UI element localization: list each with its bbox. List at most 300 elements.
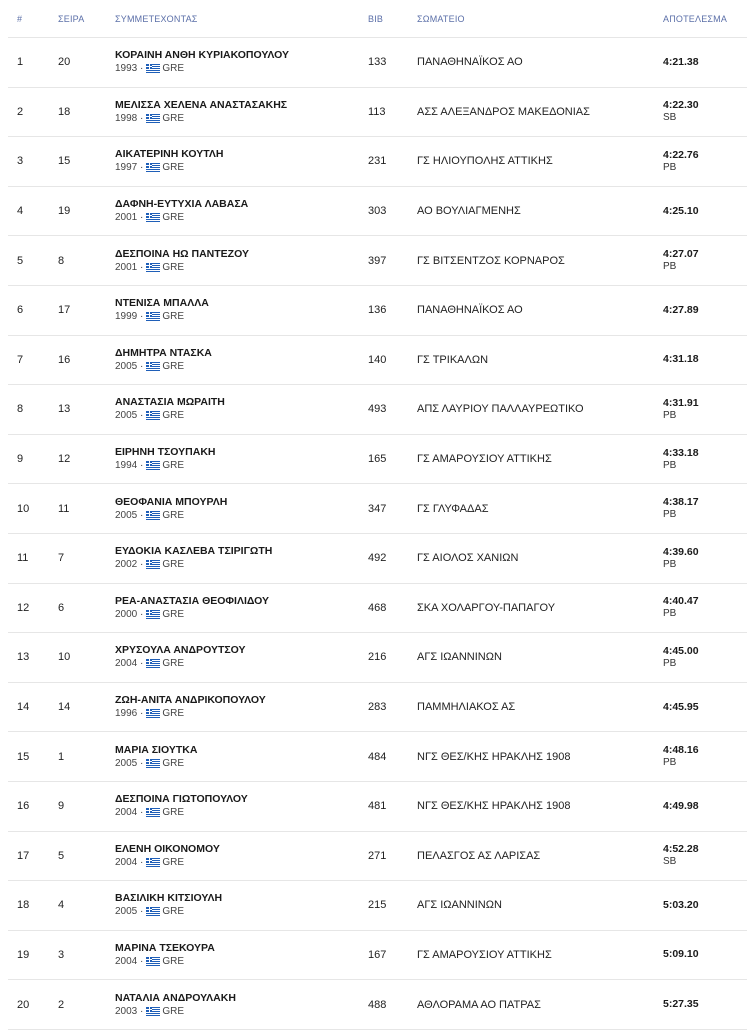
header-bib: BIB	[368, 13, 384, 24]
result-time: 4:48.16	[663, 744, 699, 757]
lane-cell: 1	[58, 750, 65, 763]
table-row[interactable]	[8, 633, 747, 683]
lane-cell: 11	[58, 502, 70, 515]
result-time: 4:27.07	[663, 248, 699, 261]
result-cell	[663, 353, 747, 366]
table-row[interactable]	[8, 732, 747, 782]
athlete-cell	[115, 694, 368, 720]
birth-year: 2004	[115, 955, 138, 967]
greece-flag-icon	[146, 362, 160, 371]
club-cell: ΑΠΣ ΛΑΥΡΙΟΥ ΠΑΛΛΑΥΡΕΩΤΙΚΟ	[417, 403, 584, 416]
rank-cell: 16	[17, 800, 30, 813]
athlete-cell	[115, 793, 368, 819]
result-cell	[663, 546, 747, 571]
result-time: 4:38.17	[663, 496, 699, 509]
result-cell	[663, 149, 747, 174]
birth-year: 1998	[115, 112, 138, 124]
birth-year: 2001	[115, 261, 138, 273]
lane-cell: 4	[58, 899, 65, 912]
table-row[interactable]	[8, 286, 747, 336]
athlete-cell	[115, 595, 368, 621]
athlete-cell	[115, 545, 368, 571]
result-time: 4:22.76	[663, 148, 699, 161]
greece-flag-icon	[146, 114, 160, 123]
club-cell: ΝΓΣ ΘΕΣ/ΚΗΣ ΗΡΑΚΛΗΣ 1908	[417, 750, 571, 763]
greece-flag-icon	[146, 610, 160, 619]
meta-separator: ·	[137, 658, 144, 670]
lane-cell: 5	[58, 849, 65, 862]
greece-flag-icon	[146, 1007, 160, 1016]
lane-cell: 16	[58, 353, 71, 366]
meta-separator: ·	[137, 360, 144, 372]
birth-year: 1999	[115, 311, 138, 323]
athlete-cell	[115, 644, 368, 670]
athlete-name[interactable]: ΕΙΡΗΝΗ ΤΣΟΥΠΑΚΗ	[115, 446, 216, 459]
greece-flag-icon	[146, 263, 160, 272]
club-cell: ΑΓΣ ΙΩΑΝΝΙΝΩΝ	[417, 651, 502, 664]
athlete-name[interactable]: ΘΕΟΦΑΝΙΑ ΜΠΟΥΡΛΗ	[115, 495, 228, 508]
athlete-name[interactable]: ΔΕΣΠΟΙΝΑ ΗΩ ΠΑΝΤΕΖΟΥ	[115, 247, 249, 260]
meta-separator: ·	[137, 212, 144, 224]
lane-cell: 13	[58, 403, 71, 416]
rank-cell: 15	[17, 750, 30, 763]
club-cell: ΑΘΛΟΡΑΜΑ ΑΟ ΠΑΤΡΑΣ	[417, 998, 541, 1011]
result-cell	[663, 899, 747, 912]
result-time: 4:25.10	[663, 204, 699, 217]
birth-year: 2004	[115, 658, 138, 670]
table-row[interactable]	[8, 683, 747, 733]
bib-cell: 484	[368, 750, 387, 763]
greece-flag-icon	[146, 511, 160, 520]
table-header	[8, 0, 747, 38]
country-code: GRE	[162, 63, 185, 75]
athlete-meta	[115, 161, 368, 174]
greece-flag-icon	[146, 759, 160, 768]
result-time: 4:21.38	[663, 55, 699, 68]
bib-cell: 488	[368, 998, 387, 1011]
athlete-cell	[115, 843, 368, 869]
athlete-cell	[115, 942, 368, 968]
header-result: ΑΠΟΤΕΛΕΣΜΑ	[663, 13, 728, 24]
athlete-meta	[115, 62, 368, 75]
table-body	[8, 38, 747, 1030]
meta-separator: ·	[137, 509, 144, 521]
meta-separator: ·	[137, 162, 144, 174]
greece-flag-icon	[146, 957, 160, 966]
athlete-meta	[115, 856, 368, 869]
rank-cell: 14	[17, 701, 30, 714]
rank-cell: 12	[17, 601, 30, 614]
birth-year: 2002	[115, 559, 138, 571]
lane-cell: 9	[58, 800, 65, 813]
result-cell	[663, 701, 747, 714]
bib-cell: 140	[368, 353, 387, 366]
lane-cell: 7	[58, 552, 65, 565]
result-note: PB	[663, 459, 677, 471]
athlete-meta	[115, 211, 368, 224]
club-cell: ΓΣ ΗΛΙΟΥΠΟΛΗΣ ΑΤΤΙΚΗΣ	[417, 155, 553, 168]
bib-cell: 215	[368, 899, 387, 912]
rank-cell: 2	[17, 105, 24, 118]
club-cell: ΠΑΜΜΗΛΙΑΚΟΣ ΑΣ	[417, 701, 516, 714]
greece-flag-icon	[146, 858, 160, 867]
result-time: 4:33.18	[663, 446, 699, 459]
result-cell	[663, 645, 747, 670]
bib-cell: 493	[368, 403, 387, 416]
meta-separator: ·	[137, 856, 144, 868]
meta-separator: ·	[137, 757, 144, 769]
table-row[interactable]	[8, 484, 747, 534]
result-cell	[663, 304, 747, 317]
athlete-cell	[115, 99, 368, 125]
lane-cell: 12	[58, 453, 71, 466]
rank-cell: 20	[17, 998, 30, 1011]
result-cell	[663, 99, 747, 124]
birth-year: 2005	[115, 410, 138, 422]
lane-cell: 17	[58, 304, 71, 317]
result-time: 4:31.91	[663, 396, 699, 409]
birth-year: 1997	[115, 162, 138, 174]
athlete-meta	[115, 657, 368, 670]
result-note: SB	[663, 856, 677, 868]
table-row[interactable]	[8, 931, 747, 981]
meta-separator: ·	[137, 460, 144, 472]
bib-cell: 167	[368, 948, 387, 961]
birth-year: 2004	[115, 856, 138, 868]
rank-cell: 3	[17, 155, 24, 168]
club-cell: ΓΣ ΓΛΥΦΑΔΑΣ	[417, 502, 489, 515]
athlete-cell	[115, 992, 368, 1018]
birth-year: 1993	[115, 63, 138, 75]
header-lane: ΣΕΙΡΑ	[58, 13, 85, 24]
lane-cell: 20	[58, 56, 71, 69]
result-note: PB	[663, 409, 677, 421]
result-time: 4:45.95	[663, 700, 699, 713]
result-cell	[663, 205, 747, 218]
lane-cell: 15	[58, 155, 71, 168]
result-time: 4:52.28	[663, 843, 699, 856]
lane-cell: 6	[58, 601, 65, 614]
bib-cell: 136	[368, 304, 387, 317]
greece-flag-icon	[146, 312, 160, 321]
result-time: 4:27.89	[663, 303, 699, 316]
result-cell	[663, 447, 747, 472]
bib-cell: 271	[368, 849, 387, 862]
result-note: PB	[663, 558, 677, 570]
rank-cell: 13	[17, 651, 30, 664]
country-code: GRE	[162, 807, 185, 819]
athlete-name[interactable]: ΒΑΣΙΛΙΚΗ ΚΙΤΣΙΟΥΛΗ	[115, 892, 223, 905]
athlete-name[interactable]: ΧΡΥΣΟΥΛΑ ΑΝΔΡΟΥΤΣΟΥ	[115, 644, 246, 657]
bib-cell: 397	[368, 254, 387, 267]
athlete-meta	[115, 806, 368, 819]
athlete-meta	[115, 310, 368, 323]
result-cell	[663, 948, 747, 961]
club-cell: ΓΣ ΤΡΙΚΑΛΩΝ	[417, 353, 489, 366]
lane-cell: 19	[58, 205, 71, 218]
athlete-name[interactable]: ΚΟΡΑΙΝΗ ΑΝΘΗ ΚΥΡΙΑΚΟΠΟΥΛΟΥ	[115, 49, 289, 62]
birth-year: 2000	[115, 608, 138, 620]
rank-cell: 8	[17, 403, 24, 416]
bib-cell: 347	[368, 502, 387, 515]
result-note: PB	[663, 657, 677, 669]
country-code: GRE	[162, 261, 185, 273]
table-row[interactable]	[8, 534, 747, 584]
rank-cell: 6	[17, 304, 24, 317]
rank-cell: 7	[17, 353, 24, 366]
athlete-name[interactable]: ΜΑΡΙΝΑ ΤΣΕΚΟΥΡΑ	[115, 941, 215, 954]
country-code: GRE	[162, 360, 185, 372]
athlete-cell	[115, 347, 368, 373]
country-code: GRE	[162, 460, 185, 472]
rank-cell: 17	[17, 849, 30, 862]
athlete-name[interactable]: ΔΑΦΝΗ-ΕΥΤΥΧΙΑ ΛΑΒΑΣΑ	[115, 198, 249, 211]
table-row[interactable]	[8, 435, 747, 485]
athlete-meta	[115, 261, 368, 274]
birth-year: 2003	[115, 1005, 138, 1017]
athlete-meta	[115, 112, 368, 125]
bib-cell: 165	[368, 453, 387, 466]
lane-cell: 3	[58, 948, 65, 961]
greece-flag-icon	[146, 560, 160, 569]
country-code: GRE	[162, 410, 185, 422]
club-cell: ΠΑΝΑΘΗΝΑΪΚΟΣ ΑΟ	[417, 304, 523, 317]
athlete-meta	[115, 409, 368, 422]
bib-cell: 133	[368, 56, 387, 69]
table-row[interactable]	[8, 187, 747, 237]
club-cell: ΓΣ ΑΜΑΡΟΥΣΙΟΥ ΑΤΤΙΚΗΣ	[417, 453, 552, 466]
meta-separator: ·	[137, 1005, 144, 1017]
country-code: GRE	[162, 112, 185, 124]
country-code: GRE	[162, 906, 185, 918]
table-row[interactable]	[8, 782, 747, 832]
lane-cell: 10	[58, 651, 71, 664]
rank-cell: 9	[17, 453, 24, 466]
meta-separator: ·	[137, 559, 144, 571]
rank-cell: 18	[17, 899, 30, 912]
club-cell: ΠΑΝΑΘΗΝΑΪΚΟΣ ΑΟ	[417, 56, 523, 69]
club-cell: ΓΣ ΒΙΤΣΕΝΤΖΟΣ ΚΟΡΝΑΡΟΣ	[417, 254, 565, 267]
greece-flag-icon	[146, 213, 160, 222]
result-cell	[663, 595, 747, 620]
birth-year: 2001	[115, 212, 138, 224]
lane-cell: 2	[58, 998, 65, 1011]
athlete-meta	[115, 757, 368, 770]
country-code: GRE	[162, 708, 185, 720]
meta-separator: ·	[137, 112, 144, 124]
table-row[interactable]	[8, 832, 747, 882]
rank-cell: 10	[17, 502, 30, 515]
athlete-cell	[115, 446, 368, 472]
rank-cell: 4	[17, 205, 24, 218]
meta-separator: ·	[137, 63, 144, 75]
greece-flag-icon	[146, 808, 160, 817]
result-cell	[663, 496, 747, 521]
athlete-name[interactable]: ΕΛΕΝΗ ΟΙΚΟΝΟΜΟΥ	[115, 842, 220, 855]
result-time: 5:09.10	[663, 948, 699, 961]
birth-year: 1994	[115, 460, 138, 472]
athlete-name[interactable]: ΝΑΤΑΛΙΑ ΑΝΔΡΟΥΛΑΚΗ	[115, 991, 236, 1004]
results-table	[8, 0, 747, 1030]
meta-separator: ·	[137, 955, 144, 967]
header-athlete: ΣΥΜΜΕΤΕΧΟΝΤΑΣ	[115, 13, 198, 24]
result-cell	[663, 397, 747, 422]
club-cell: ΑΣΣ ΑΛΕΞΑΝΔΡΟΣ ΜΑΚΕΔΟΝΙΑΣ	[417, 105, 590, 118]
athlete-meta	[115, 955, 368, 968]
country-code: GRE	[162, 559, 185, 571]
athlete-name[interactable]: ΑΝΑΣΤΑΣΙΑ ΜΩΡΑΙΤΗ	[115, 396, 225, 409]
table-row[interactable]	[8, 385, 747, 435]
athlete-cell	[115, 49, 368, 75]
athlete-cell	[115, 396, 368, 422]
result-note: SB	[663, 112, 677, 124]
rank-cell: 1	[17, 56, 24, 69]
table-row[interactable]	[8, 137, 747, 187]
club-cell: ΑΓΣ ΙΩΑΝΝΙΝΩΝ	[417, 899, 502, 912]
lane-cell: 14	[58, 701, 71, 714]
rank-cell: 11	[17, 552, 29, 565]
country-code: GRE	[162, 955, 185, 967]
birth-year: 2005	[115, 757, 138, 769]
meta-separator: ·	[137, 311, 144, 323]
country-code: GRE	[162, 162, 185, 174]
athlete-name[interactable]: ΡΕΑ-ΑΝΑΣΤΑΣΙΑ ΘΕΟΦΙΛΙΔΟΥ	[115, 594, 270, 607]
athlete-name[interactable]: ΕΥΔΟΚΙΑ ΚΑΣΛΕΒΑ ΤΣΙΡΙΓΩΤΗ	[115, 545, 273, 558]
lane-cell: 18	[58, 105, 71, 118]
result-note: PB	[663, 161, 677, 173]
country-code: GRE	[162, 1005, 185, 1017]
country-code: GRE	[162, 658, 185, 670]
result-note: PB	[663, 509, 677, 521]
athlete-cell	[115, 248, 368, 274]
greece-flag-icon	[146, 163, 160, 172]
rank-cell: 19	[17, 948, 30, 961]
athlete-cell	[115, 198, 368, 224]
greece-flag-icon	[146, 411, 160, 420]
meta-separator: ·	[137, 807, 144, 819]
table-row[interactable]	[8, 336, 747, 386]
table-row[interactable]	[8, 38, 747, 88]
result-note: PB	[663, 608, 677, 620]
result-time: 4:31.18	[663, 353, 699, 366]
athlete-meta	[115, 1005, 368, 1018]
bib-cell: 468	[368, 601, 387, 614]
club-cell: ΣΚΑ ΧΟΛΑΡΓΟΥ-ΠΑΠΑΓΟΥ	[417, 601, 556, 614]
athlete-name[interactable]: ΔΗΜΗΤΡΑ ΝΤΑΣΚΑ	[115, 346, 212, 359]
birth-year: 2005	[115, 509, 138, 521]
athlete-meta	[115, 360, 368, 373]
athlete-meta	[115, 905, 368, 918]
athlete-name[interactable]: ΑΙΚΑΤΕΡΙΝΗ ΚΟΥΤΛΗ	[115, 148, 224, 161]
meta-separator: ·	[137, 906, 144, 918]
result-time: 5:03.20	[663, 898, 699, 911]
result-time: 5:27.35	[663, 998, 699, 1011]
bib-cell: 303	[368, 205, 387, 218]
rank-cell: 5	[17, 254, 24, 267]
club-cell: ΝΓΣ ΘΕΣ/ΚΗΣ ΗΡΑΚΛΗΣ 1908	[417, 800, 571, 813]
athlete-meta	[115, 459, 368, 472]
table-row[interactable]	[8, 236, 747, 286]
result-cell	[663, 998, 747, 1011]
header-club: ΣΩΜΑΤΕΙΟ	[417, 13, 465, 24]
birth-year: 2005	[115, 360, 138, 372]
table-row[interactable]	[8, 881, 747, 931]
result-cell	[663, 248, 747, 273]
athlete-name[interactable]: ΝΤΕΝΙΣΑ ΜΠΑΛΛΑ	[115, 297, 209, 310]
country-code: GRE	[162, 311, 185, 323]
meta-separator: ·	[137, 608, 144, 620]
result-time: 4:49.98	[663, 799, 699, 812]
birth-year: 1996	[115, 708, 138, 720]
country-code: GRE	[162, 509, 185, 521]
result-time: 4:39.60	[663, 545, 699, 558]
result-note: PB	[663, 757, 677, 769]
athlete-cell	[115, 297, 368, 323]
bib-cell: 216	[368, 651, 387, 664]
bib-cell: 481	[368, 800, 387, 813]
country-code: GRE	[162, 212, 185, 224]
greece-flag-icon	[146, 709, 160, 718]
athlete-name[interactable]: ΖΩΗ-ΑΝΙΤΑ ΑΝΔΡΙΚΟΠΟΥΛΟΥ	[115, 694, 266, 707]
club-cell: ΠΕΛΑΣΓΟΣ ΑΣ ΛΑΡΙΣΑΣ	[417, 849, 541, 862]
club-cell: ΓΣ ΑΜΑΡΟΥΣΙΟΥ ΑΤΤΙΚΗΣ	[417, 948, 552, 961]
result-cell	[663, 56, 747, 69]
club-cell: ΑΟ ΒΟΥΛΙΑΓΜΕΝΗΣ	[417, 205, 521, 218]
athlete-meta	[115, 608, 368, 621]
result-time: 4:40.47	[663, 595, 699, 608]
country-code: GRE	[162, 608, 185, 620]
greece-flag-icon	[146, 907, 160, 916]
greece-flag-icon	[146, 64, 160, 73]
table-row[interactable]	[8, 980, 747, 1030]
header-rank: #	[17, 13, 23, 24]
result-time: 4:45.00	[663, 644, 699, 657]
country-code: GRE	[162, 757, 185, 769]
bib-cell: 113	[368, 105, 386, 118]
athlete-meta	[115, 707, 368, 720]
table-row[interactable]	[8, 88, 747, 138]
club-cell: ΓΣ ΑΙΟΛΟΣ ΧΑΝΙΩΝ	[417, 552, 519, 565]
table-row[interactable]	[8, 584, 747, 634]
greece-flag-icon	[146, 461, 160, 470]
athlete-name[interactable]: ΜΑΡΙΑ ΣΙΟΥΤΚΑ	[115, 743, 198, 756]
bib-cell: 231	[368, 155, 387, 168]
athlete-cell	[115, 744, 368, 770]
birth-year: 2004	[115, 807, 138, 819]
result-cell	[663, 843, 747, 868]
athlete-meta	[115, 558, 368, 571]
country-code: GRE	[162, 856, 185, 868]
athlete-cell	[115, 496, 368, 522]
athlete-cell	[115, 148, 368, 174]
lane-cell: 8	[58, 254, 65, 267]
result-cell	[663, 744, 747, 769]
birth-year: 2005	[115, 906, 138, 918]
athlete-name[interactable]: ΜΕΛΙΣΣΑ ΧΕΛΕΝΑ ΑΝΑΣΤΑΣΑΚΗΣ	[115, 98, 288, 111]
result-time: 4:22.30	[663, 99, 699, 112]
result-cell	[663, 800, 747, 813]
meta-separator: ·	[137, 708, 144, 720]
result-note: PB	[663, 261, 677, 273]
bib-cell: 283	[368, 701, 387, 714]
athlete-meta	[115, 509, 368, 522]
meta-separator: ·	[137, 261, 144, 273]
athlete-name[interactable]: ΔΕΣΠΟΙΝΑ ΓΙΩΤΟΠΟΥΛΟΥ	[115, 793, 248, 806]
bib-cell: 492	[368, 552, 387, 565]
meta-separator: ·	[137, 410, 144, 422]
athlete-cell	[115, 892, 368, 918]
greece-flag-icon	[146, 659, 160, 668]
